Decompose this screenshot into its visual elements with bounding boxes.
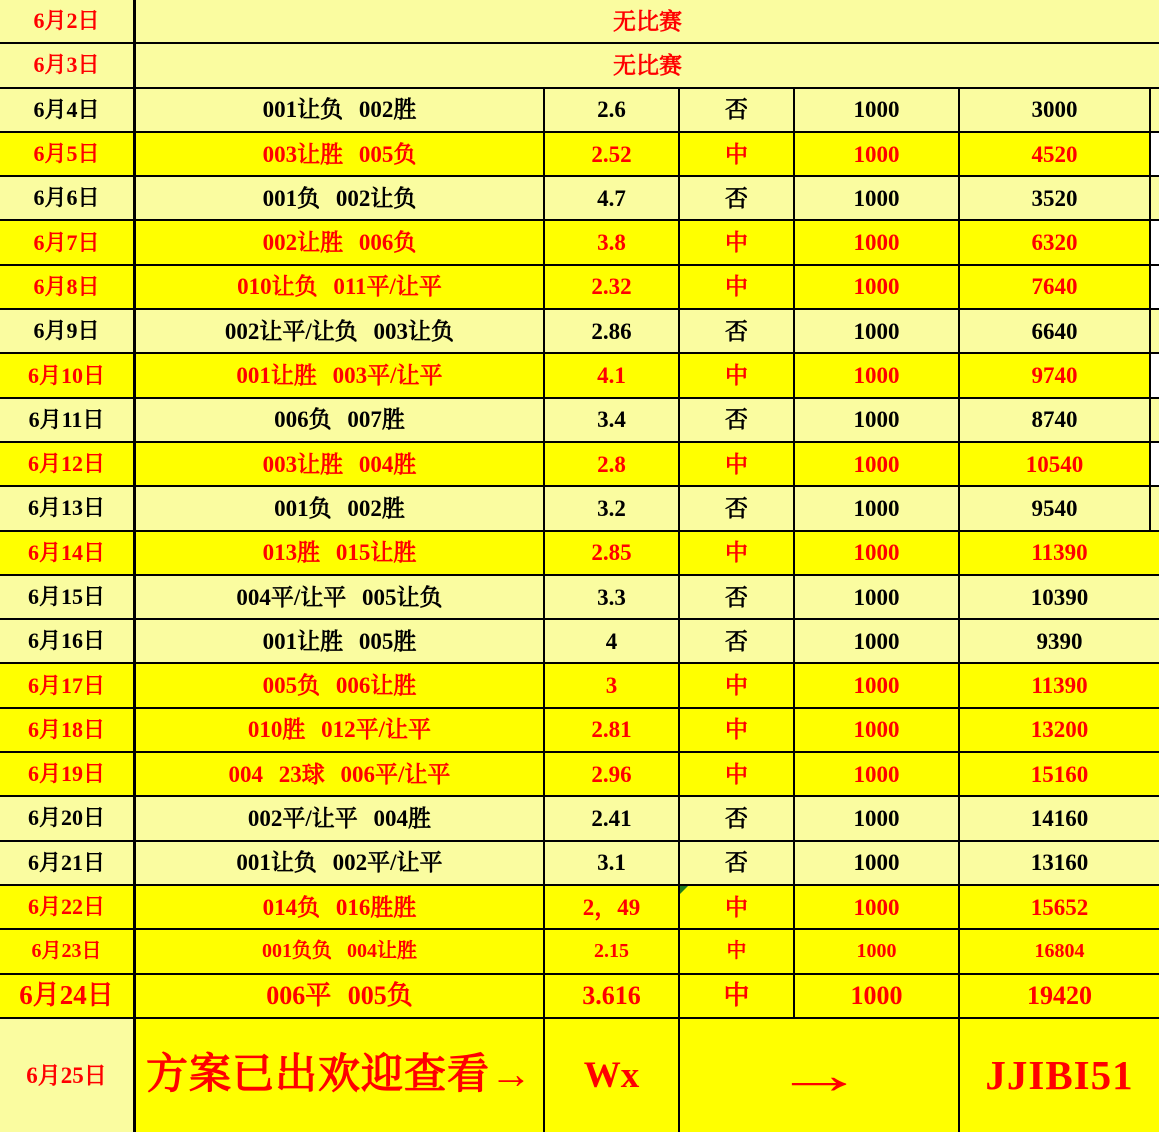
odds-cell[interactable]: 2.85 (543, 532, 678, 574)
result-cell[interactable]: 中 (678, 532, 793, 574)
date-cell[interactable]: 6月11日 (28, 406, 105, 432)
picks-cell[interactable]: 006平 005负 (133, 975, 543, 1017)
picks-cell[interactable]: 014负 016胜胜 (133, 886, 543, 928)
stake-cell[interactable]: 1000 (793, 664, 958, 706)
date-cell[interactable]: 6月24日 (19, 980, 114, 1011)
date-cell[interactable]: 6月18日 (27, 716, 105, 742)
odds-cell[interactable]: 3.616 (543, 975, 678, 1017)
footer-code-cell[interactable]: JJIBI51 (958, 1019, 1159, 1132)
result-cell[interactable]: 中 (678, 930, 793, 972)
total-cell[interactable]: 3000 (958, 89, 1151, 131)
odds-cell[interactable]: 2.41 (543, 797, 678, 839)
date-cell[interactable]: 6月5日 (33, 141, 100, 167)
odds-cell[interactable]: 3.3 (543, 576, 678, 618)
table-row (0, 487, 1159, 531)
result-cell[interactable]: 否 (678, 310, 793, 352)
stake-cell[interactable]: 1000 (793, 709, 958, 751)
date-cell[interactable]: 6月16日 (27, 628, 105, 654)
picks-cell[interactable]: 001负 002胜 (133, 487, 543, 529)
table-row (0, 266, 1159, 310)
odds-cell[interactable]: 2.86 (543, 310, 678, 352)
stake-cell[interactable]: 1000 (793, 975, 958, 1017)
odds-cell[interactable]: 2.96 (543, 753, 678, 795)
no-match-cell[interactable]: 无比赛 (133, 44, 1159, 86)
stake-cell[interactable]: 1000 (793, 487, 958, 529)
right-gutter (1151, 487, 1159, 529)
table-row (0, 886, 1159, 930)
odds-cell[interactable]: 4 (543, 620, 678, 662)
right-gutter (1151, 443, 1159, 485)
total-cell[interactable]: 13200 (958, 709, 1159, 751)
right-gutter (1151, 177, 1159, 219)
total-cell[interactable]: 6640 (958, 310, 1151, 352)
date-cell[interactable]: 6月9日 (33, 318, 100, 344)
result-cell[interactable]: 中 (678, 886, 793, 928)
table-row (0, 44, 1159, 88)
stake-cell[interactable]: 1000 (793, 842, 958, 884)
table-row (0, 443, 1159, 487)
picks-cell[interactable]: 001负 002让负 (133, 177, 543, 219)
total-cell[interactable]: 13160 (958, 842, 1159, 884)
picks-cell[interactable]: 010胜 012平/让平 (133, 709, 543, 751)
result-cell[interactable]: 中 (678, 975, 793, 1017)
result-cell[interactable]: 否 (678, 399, 793, 441)
date-cell[interactable]: 6月23日 (31, 940, 102, 963)
table-row (0, 664, 1159, 708)
picks-cell[interactable]: 001负负 004让胜 (133, 930, 543, 972)
picks-cell[interactable]: 001让胜 003平/让平 (133, 354, 543, 396)
stake-cell[interactable]: 1000 (793, 399, 958, 441)
comment-marker-icon (680, 886, 688, 894)
table-row (0, 532, 1159, 576)
result-cell[interactable]: 中 (678, 133, 793, 175)
total-cell[interactable]: 9540 (958, 487, 1151, 529)
total-cell[interactable]: 6320 (958, 221, 1151, 263)
table-row (0, 310, 1159, 354)
stake-cell[interactable]: 1000 (793, 930, 958, 972)
date-cell[interactable]: 6月13日 (27, 495, 105, 521)
odds-cell[interactable]: 4.1 (543, 354, 678, 396)
date-cell[interactable]: 6月6日 (33, 185, 100, 211)
date-cell[interactable]: 6月3日 (33, 52, 100, 78)
result-cell[interactable]: 否 (678, 89, 793, 131)
date-cell[interactable]: 6月8日 (33, 273, 100, 299)
date-cell[interactable]: 6月21日 (27, 849, 105, 875)
date-cell[interactable]: 6月10日 (27, 362, 105, 388)
stake-cell[interactable]: 1000 (793, 89, 958, 131)
stake-cell[interactable]: 1000 (793, 753, 958, 795)
total-cell[interactable]: 9740 (958, 354, 1151, 396)
odds-cell[interactable]: 2.8 (543, 443, 678, 485)
table-row (0, 89, 1159, 133)
stake-cell[interactable]: 1000 (793, 886, 958, 928)
total-cell[interactable]: 7640 (958, 266, 1151, 308)
date-cell[interactable]: 6月20日 (27, 805, 105, 831)
stake-cell[interactable]: 1000 (793, 354, 958, 396)
picks-cell[interactable]: 001让负 002胜 (133, 89, 543, 131)
total-cell[interactable]: 8740 (958, 399, 1151, 441)
total-cell[interactable]: 9390 (958, 620, 1159, 662)
total-cell[interactable]: 4520 (958, 133, 1151, 175)
date-cell[interactable]: 6月25日 (0, 1019, 133, 1132)
table-row (0, 842, 1159, 886)
result-cell[interactable]: 否 (678, 487, 793, 529)
odds-cell[interactable]: 3.4 (543, 399, 678, 441)
odds-cell[interactable]: 3.2 (543, 487, 678, 529)
date-cell[interactable]: 6月4日 (33, 96, 100, 122)
odds-cell[interactable]: 2.15 (543, 930, 678, 972)
stake-cell[interactable]: 1000 (793, 133, 958, 175)
table-row (0, 620, 1159, 664)
stake-cell[interactable]: 1000 (793, 310, 958, 352)
picks-cell[interactable]: 002让平/让负 003让负 (133, 310, 543, 352)
result-cell[interactable]: 中 (678, 354, 793, 396)
right-gutter (1151, 354, 1159, 396)
date-cell[interactable]: 6月19日 (27, 761, 105, 787)
date-cell[interactable]: 6月14日 (27, 539, 105, 565)
total-cell[interactable]: 15160 (958, 753, 1159, 795)
table-row (0, 797, 1159, 841)
table-row (0, 221, 1159, 265)
total-cell[interactable]: 3520 (958, 177, 1151, 219)
odds-cell[interactable]: 3.1 (543, 842, 678, 884)
picks-cell[interactable]: 006负 007胜 (133, 399, 543, 441)
table-row (0, 133, 1159, 177)
picks-cell[interactable]: 002平/让平 004胜 (133, 797, 543, 839)
table-row (0, 576, 1159, 620)
arrow-icon: → (773, 1045, 865, 1106)
date-cell[interactable]: 6月2日 (33, 8, 100, 34)
result-cell[interactable]: 中 (678, 664, 793, 706)
table-row (0, 0, 1159, 44)
picks-cell[interactable]: 004平/让平 005让负 (133, 576, 543, 618)
odds-cell[interactable]: 2.81 (543, 709, 678, 751)
odds-cell[interactable]: 2.52 (543, 133, 678, 175)
right-gutter (1151, 266, 1159, 308)
total-cell[interactable]: 14160 (958, 797, 1159, 839)
picks-cell[interactable]: 001让胜 005胜 (133, 620, 543, 662)
total-cell[interactable]: 16804 (958, 930, 1159, 972)
odds-cell[interactable]: 3 (543, 664, 678, 706)
total-cell[interactable]: 15652 (958, 886, 1159, 928)
picks-cell[interactable]: 010让负 011平/让平 (133, 266, 543, 308)
picks-cell[interactable]: 003让胜 004胜 (133, 443, 543, 485)
table-row (0, 930, 1159, 974)
footer-row (0, 1019, 1159, 1132)
table-row (0, 753, 1159, 797)
picks-cell[interactable]: 001让负 002平/让平 (133, 842, 543, 884)
right-gutter (1151, 221, 1159, 263)
result-cell[interactable]: 中 (678, 266, 793, 308)
table-row (0, 975, 1159, 1019)
footer-arrow-cell[interactable] (678, 1019, 958, 1132)
result-cell[interactable]: 中 (678, 221, 793, 263)
picks-cell[interactable]: 002让胜 006负 (133, 221, 543, 263)
date-cell[interactable]: 6月22日 (27, 894, 105, 920)
stake-cell[interactable]: 1000 (793, 443, 958, 485)
date-cell[interactable]: 6月15日 (27, 584, 105, 609)
picks-cell[interactable]: 004 23球 006平/让平 (133, 753, 543, 795)
result-cell[interactable]: 否 (678, 177, 793, 219)
result-cell[interactable]: 否 (678, 576, 793, 618)
right-gutter (1151, 310, 1159, 352)
picks-cell[interactable]: 005负 006让胜 (133, 664, 543, 706)
picks-cell[interactable]: 013胜 015让胜 (133, 532, 543, 574)
footer-message-cell[interactable]: 方案已出欢迎查看→ (133, 1019, 543, 1132)
table-row (0, 354, 1159, 398)
stake-cell[interactable]: 1000 (793, 177, 958, 219)
total-cell[interactable]: 10390 (958, 576, 1159, 618)
right-gutter (1151, 133, 1159, 175)
no-match-cell[interactable]: 无比赛 (133, 0, 1159, 42)
stake-cell[interactable]: 1000 (793, 620, 958, 662)
total-cell[interactable]: 10540 (958, 443, 1151, 485)
footer-wx-cell[interactable]: Wx (543, 1019, 678, 1132)
picks-cell[interactable]: 003让胜 005负 (133, 133, 543, 175)
odds-cell[interactable]: 2.32 (543, 266, 678, 308)
right-gutter (1151, 89, 1159, 131)
odds-cell[interactable]: 2，49 (543, 886, 678, 928)
stake-cell[interactable]: 1000 (793, 576, 958, 618)
result-cell[interactable]: 否 (678, 797, 793, 839)
odds-cell[interactable]: 4.7 (543, 177, 678, 219)
date-cell[interactable]: 6月17日 (27, 672, 105, 698)
result-cell[interactable]: 否 (678, 620, 793, 662)
odds-cell[interactable]: 3.8 (543, 221, 678, 263)
table-row (0, 177, 1159, 221)
total-cell[interactable]: 11390 (958, 664, 1159, 706)
result-cell[interactable]: 否 (678, 842, 793, 884)
table-row (0, 709, 1159, 753)
right-gutter (1151, 399, 1159, 441)
stake-cell[interactable]: 1000 (793, 532, 958, 574)
stake-cell[interactable]: 1000 (793, 266, 958, 308)
date-cell[interactable]: 6月12日 (27, 451, 105, 477)
result-cell[interactable]: 中 (678, 753, 793, 795)
result-cell[interactable]: 中 (678, 709, 793, 751)
odds-cell[interactable]: 2.6 (543, 89, 678, 131)
result-cell[interactable]: 中 (678, 443, 793, 485)
stake-cell[interactable]: 1000 (793, 221, 958, 263)
table-row (0, 399, 1159, 443)
stake-cell[interactable]: 1000 (793, 797, 958, 839)
total-cell[interactable]: 11390 (958, 532, 1159, 574)
total-cell[interactable]: 19420 (958, 975, 1159, 1017)
date-cell[interactable]: 6月7日 (33, 229, 100, 255)
